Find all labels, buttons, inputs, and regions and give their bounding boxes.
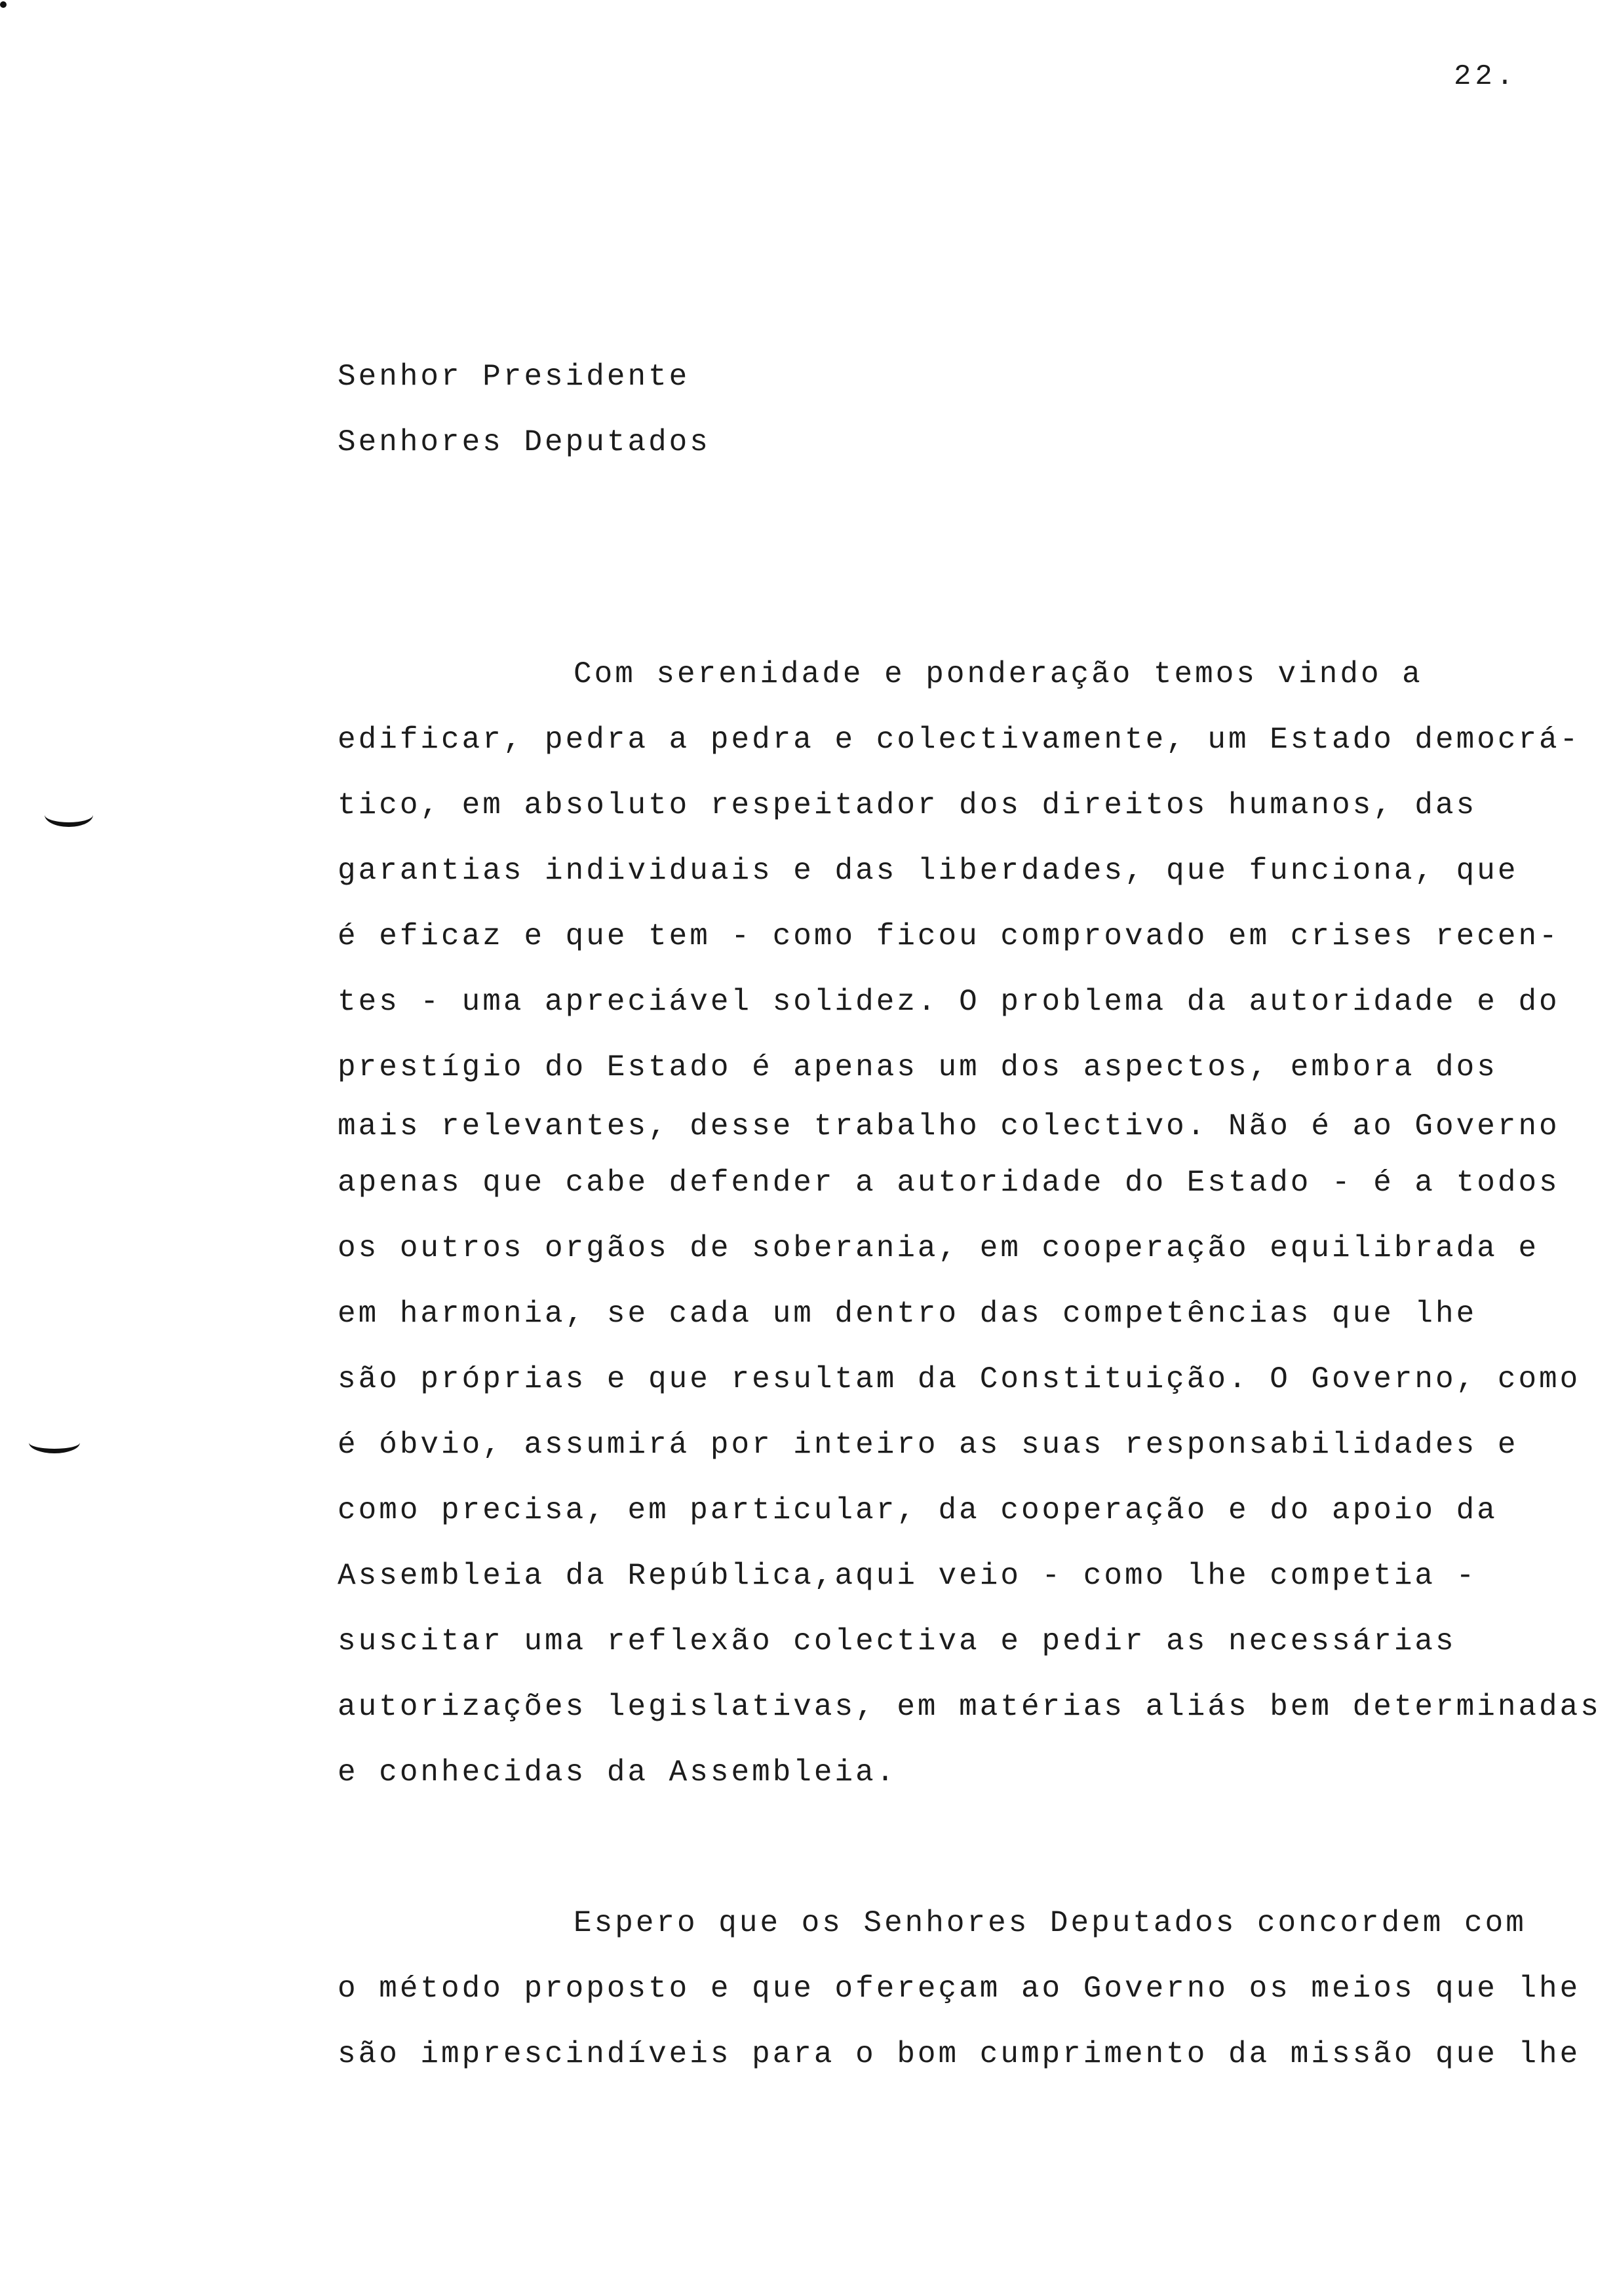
- paragraph-line: tico, em absoluto respeitador dos direitos humanos, das: [338, 788, 1477, 822]
- paragraph-line: e conhecidas da Assembleia.: [338, 1755, 897, 1789]
- paragraph-line: mais relevantes, desse trabalho colectivo. Não é ao Governo: [338, 1109, 1560, 1143]
- paragraph-line: apenas que cabe defender a autoridade do Estado - é a todos: [338, 1166, 1560, 1200]
- paragraph-line: autorizações legislativas, em matérias aliás bem determinadas: [338, 1690, 1601, 1724]
- page-number: 22.: [1454, 60, 1518, 93]
- paragraph-line: Espero que os Senhores Deputados concordem com: [574, 1906, 1527, 1940]
- scan-speck: [0, 1, 7, 8]
- salutation-line: Senhores Deputados: [338, 425, 710, 459]
- paragraph-line: tes - uma apreciável solidez. O problema da autoridade e do: [338, 985, 1560, 1019]
- paragraph-line: são próprias e que resultam da Constituição. O Governo, como: [338, 1362, 1581, 1396]
- paragraph-line: Com serenidade e ponderação temos vindo a: [574, 657, 1423, 691]
- binding-hole-mark-top: [45, 803, 93, 827]
- paragraph-line: Assembleia da República,aqui veio - como lhe competia -: [338, 1559, 1477, 1593]
- salutation-line: Senhor Presidente: [338, 360, 690, 394]
- paragraph-line: edificar, pedra a pedra e colectivamente, um Estado democrá-: [338, 723, 1581, 757]
- paragraph-line: o método proposto e que ofereçam ao Governo os meios que lhe: [338, 1972, 1581, 2006]
- paragraph-line: garantias individuais e das liberdades, que funciona, que: [338, 854, 1519, 888]
- paragraph-line: são imprescindíveis para o bom cumprimento da missão que lhe: [338, 2037, 1581, 2071]
- paragraph-line: prestígio do Estado é apenas um dos aspectos, embora dos: [338, 1050, 1498, 1084]
- paragraph-line: é eficaz e que tem - como ficou comprovado em crises recen-: [338, 919, 1560, 953]
- paragraph-line: suscitar uma reflexão colectiva e pedir as necessárias: [338, 1624, 1456, 1658]
- paragraph-line: é óbvio, assumirá por inteiro as suas responsabilidades e: [338, 1428, 1519, 1462]
- paragraph-line: em harmonia, se cada um dentro das competências que lhe: [338, 1297, 1477, 1331]
- paragraph-line: como precisa, em particular, da cooperação e do apoio da: [338, 1493, 1498, 1527]
- binding-hole-mark-bottom: [29, 1432, 80, 1453]
- paragraph-line: os outros orgãos de soberania, em cooperação equilibrada e: [338, 1231, 1540, 1265]
